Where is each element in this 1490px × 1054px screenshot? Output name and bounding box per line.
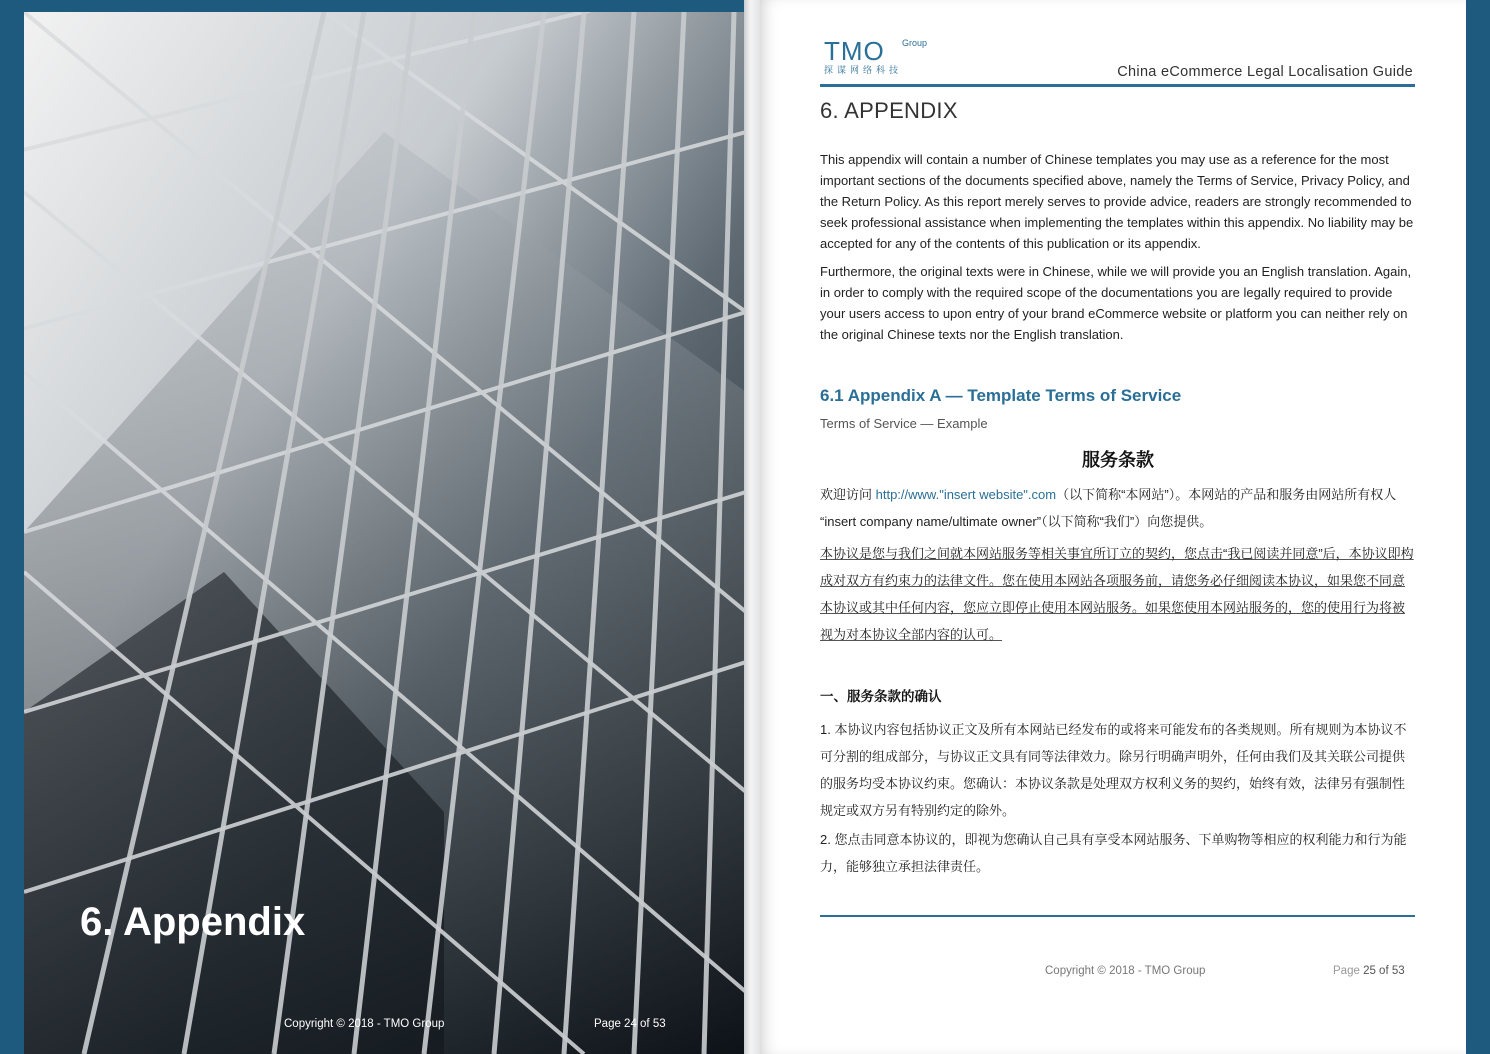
building-facade-image <box>24 12 746 1054</box>
left-page <box>24 12 746 1054</box>
page-heading: 6. APPENDIX <box>820 98 958 123</box>
chinese-paragraph-1 <box>820 481 1416 535</box>
left-footer-copyright: Copyright © 2018 - TMO Group <box>284 1018 445 1030</box>
chinese-title: 服务条款 <box>1082 450 1154 470</box>
logo-main-text: TMO <box>824 36 885 66</box>
chinese-paragraph-3: 1. 本协议内容包括协议正文及所有本网站已经发布的或将来可能发布的各类规则。所有规则为本协议不可分割的组成部分，与协议正文具有同等法律效力。除另行明确声明外，任何由我们及其关联公司提供的服务均受本协议约束。您确认：本协议条款是处理双方权利义务的契约，始终有效，法律另有强制性规定或双方另有特别约定的除外。 <box>820 722 1407 818</box>
section-subheading: Terms of Service — Example <box>820 416 988 431</box>
cn-para-2-text: 本协议是您与我们之间就本网站服务等相关事宜所订立的契约，您点击“我已阅读并同意”后，本协议即构成对双方有约束力的法律文件。您在使用本网站各项服务前，请您务必仔细阅读本协议，如果您不同意本协议或其中任何内容，您应立即停止使用本网站服务。如果您使用本网站服务的，您的使用行为将被视为对本协议全部内容的认可。 <box>820 546 1414 642</box>
guide-title: China eCommerce Legal Localisation Guide <box>1117 64 1413 80</box>
intro-paragraph-1: This appendix will contain a number of Chinese templates you may use as a reference for the most important sections of the documents specified above, namely the Terms of Service, Privacy Policy, and the Return Policy. As this report merely serves to provide advice, readers are strongly recommended to seek professional assistance when implementing the templates within this appendix. No liability may be accepted for any of the contents of this publication or its appendix. <box>820 152 1414 251</box>
logo-group-text: Group <box>902 38 928 48</box>
chinese-section-heading: 一、服务条款的确认 <box>820 689 942 704</box>
website-link[interactable]: http://www."insert website".com <box>875 487 1057 502</box>
header-divider <box>820 84 1415 87</box>
logo-chinese-text: 探谋网络科技 <box>824 65 903 75</box>
page-label: Page <box>1333 965 1360 977</box>
section-heading: 6.1 Appendix A — Template Terms of Service <box>820 386 1182 405</box>
right-page <box>760 0 1466 1054</box>
right-edge-strip <box>1466 0 1490 1054</box>
page-spine <box>744 0 760 1054</box>
page-value: 25 of 53 <box>1363 965 1405 977</box>
tmo-logo <box>824 36 944 76</box>
footer-divider <box>820 915 1415 917</box>
cn-para-1-suffix: （以下简称“本网站”）。本网站的产品和服务由网站所有权人 “insert company name/ultimate owner”（以下简称“我们”）向您提供。 <box>820 487 1397 529</box>
left-page-title: 6. Appendix <box>80 900 306 944</box>
intro-paragraph-2: Furthermore, the original texts were in Chinese, while we will provide you an English translation. Again, in order to comply with the required scope of the documentations you are legally required to provide your users access to upon entry of your brand eCommerce website or platform you can neither rely on the original Chinese texts nor the English translation. <box>820 264 1412 342</box>
cn-para-1-prefix: 欢迎访问 <box>820 487 876 502</box>
right-footer-copyright: Copyright © 2018 - TMO Group <box>1045 965 1206 977</box>
chinese-paragraph-4: 2. 您点击同意本协议的，即视为您确认自己具有享受本网站服务、下单购物等相应的权利能力和行为能力，能够独立承担法律责任。 <box>820 832 1407 874</box>
chinese-paragraph-2 <box>820 540 1416 648</box>
right-footer-page-number <box>1333 965 1405 977</box>
left-footer-page-number: Page 24 of 53 <box>594 1018 666 1030</box>
